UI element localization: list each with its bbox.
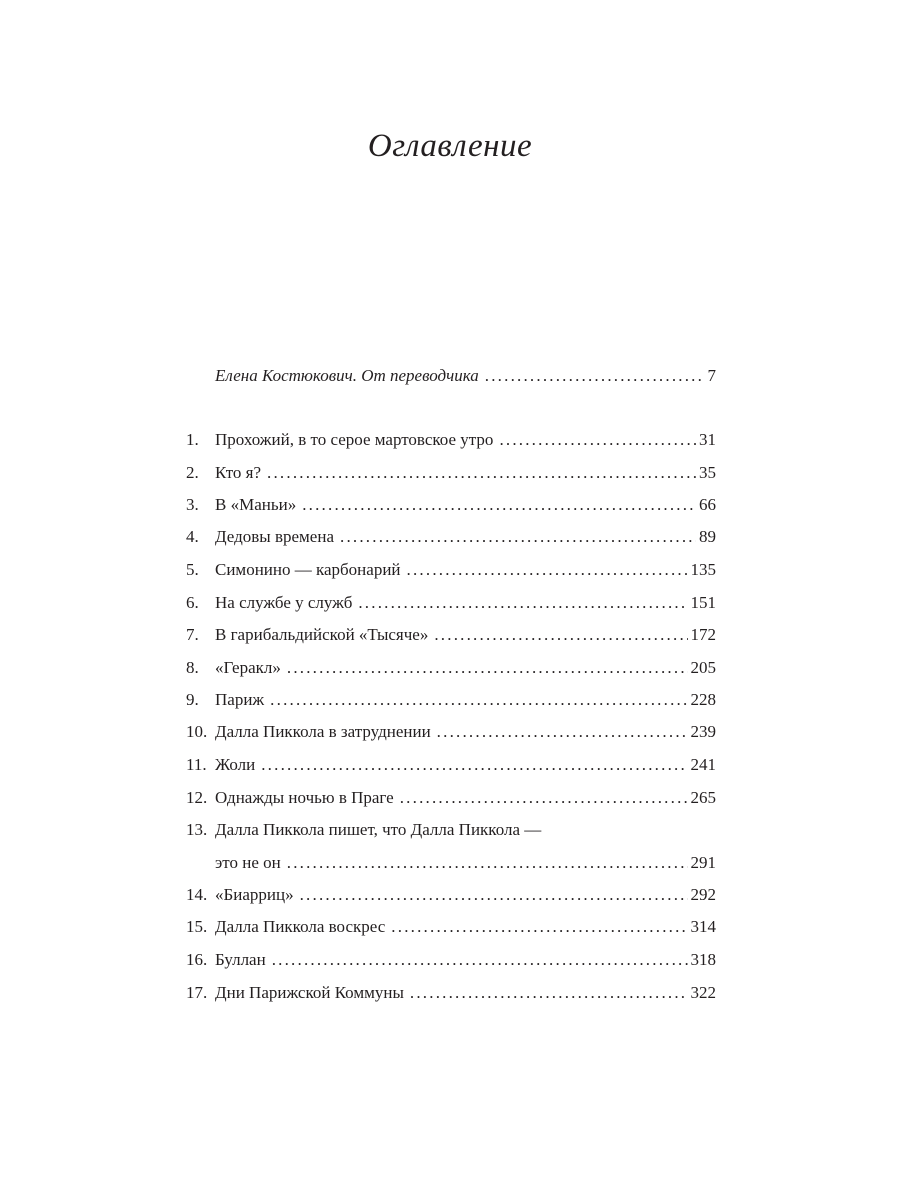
toc-title: Жоли bbox=[215, 755, 256, 774]
toc-entry[interactable] bbox=[186, 914, 716, 940]
toc-title: Однажды ночью в Праге bbox=[215, 788, 394, 807]
toc-page-number: 89 bbox=[699, 527, 716, 546]
toc-page-number: 151 bbox=[690, 593, 716, 612]
toc-number: 16. bbox=[186, 950, 208, 969]
toc-number: 12. bbox=[186, 788, 208, 807]
toc-leader-dots bbox=[261, 752, 687, 778]
toc-number: 13. bbox=[186, 820, 208, 839]
toc-entry[interactable] bbox=[186, 524, 716, 550]
toc-entry[interactable] bbox=[186, 752, 716, 778]
toc-title-continuation: это не он bbox=[215, 853, 281, 872]
toc-page-number: 66 bbox=[699, 495, 716, 514]
toc-leader-dots bbox=[410, 980, 688, 1006]
toc-leader-dots bbox=[340, 524, 696, 550]
toc-page-number: 35 bbox=[699, 463, 716, 482]
toc-entry[interactable] bbox=[186, 622, 716, 648]
toc-entry[interactable] bbox=[186, 655, 716, 681]
toc-number: 10. bbox=[186, 722, 208, 741]
toc-number: 9. bbox=[186, 690, 199, 709]
toc-page-number: 228 bbox=[690, 690, 716, 709]
toc-leader-dots bbox=[485, 363, 705, 389]
toc-entry[interactable] bbox=[186, 590, 716, 616]
toc-page-number: 7 bbox=[707, 366, 716, 385]
toc-leader-dots bbox=[358, 590, 687, 616]
toc-number: 15. bbox=[186, 917, 208, 936]
toc-page-number: 172 bbox=[690, 625, 716, 644]
toc-entry-intro[interactable] bbox=[186, 363, 716, 389]
toc-leader-dots bbox=[270, 687, 687, 713]
toc-title: «Геракл» bbox=[215, 658, 281, 677]
toc-number: 1. bbox=[186, 430, 199, 449]
toc-title: В «Маньи» bbox=[215, 495, 297, 514]
toc-page-number: 318 bbox=[690, 950, 716, 969]
toc-leader-dots bbox=[287, 850, 688, 876]
toc-title: «Биарриц» bbox=[215, 885, 294, 904]
toc-entry[interactable] bbox=[186, 719, 716, 745]
toc-page-number: 31 bbox=[699, 430, 716, 449]
toc-leader-dots bbox=[437, 719, 688, 745]
toc-leader-dots bbox=[434, 622, 687, 648]
toc-leader-dots bbox=[499, 427, 696, 453]
toc-page-number: 205 bbox=[690, 658, 716, 677]
toc-number: 8. bbox=[186, 658, 199, 677]
toc-leader-dots bbox=[400, 785, 688, 811]
toc-title: Прохожий, в то серое мартовское утро bbox=[215, 430, 494, 449]
toc-entry[interactable] bbox=[186, 882, 716, 908]
toc-entry[interactable] bbox=[186, 427, 716, 453]
toc-title: На службе у служб bbox=[215, 593, 353, 612]
toc-number: 4. bbox=[186, 527, 199, 546]
toc-page-number: 314 bbox=[690, 917, 716, 936]
toc-title: Париж bbox=[215, 690, 265, 709]
toc-number: 11. bbox=[186, 755, 207, 774]
toc-page-number: 265 bbox=[690, 788, 716, 807]
toc-title: Далла Пиккола пишет, что Далла Пиккола — bbox=[215, 820, 542, 839]
toc-entry[interactable] bbox=[186, 557, 716, 583]
toc-leader-dots bbox=[407, 557, 688, 583]
toc-entry[interactable] bbox=[186, 492, 716, 518]
toc-entry-continuation[interactable] bbox=[186, 850, 716, 876]
toc-page-number: 241 bbox=[690, 755, 716, 774]
toc-page-number: 135 bbox=[690, 560, 716, 579]
toc-entry[interactable] bbox=[186, 687, 716, 713]
toc-number: 14. bbox=[186, 885, 208, 904]
toc-entry[interactable] bbox=[186, 980, 716, 1006]
toc-title: В гарибальдийской «Тысяче» bbox=[215, 625, 429, 644]
toc-number: 3. bbox=[186, 495, 199, 514]
toc-page-number: 322 bbox=[690, 983, 716, 1002]
toc-leader-dots bbox=[272, 947, 688, 973]
toc-leader-dots bbox=[391, 914, 687, 940]
toc-entry[interactable] bbox=[186, 947, 716, 973]
toc-title: Дедовы времена bbox=[215, 527, 334, 546]
page-title: Оглавление bbox=[367, 128, 533, 164]
toc-title: Симонино — карбонарий bbox=[215, 560, 401, 579]
toc-leader-dots bbox=[302, 492, 696, 518]
toc-number: 7. bbox=[186, 625, 199, 644]
toc-title: Дни Парижской Коммуны bbox=[215, 983, 404, 1002]
toc-entry[interactable] bbox=[186, 460, 716, 486]
toc-entry[interactable] bbox=[186, 817, 716, 843]
toc-number: 5. bbox=[186, 560, 199, 579]
toc-leader-dots bbox=[267, 460, 696, 486]
toc-page-number: 239 bbox=[690, 722, 716, 741]
toc-number: 2. bbox=[186, 463, 199, 482]
toc-page-number: 292 bbox=[690, 885, 716, 904]
toc-leader-dots bbox=[300, 882, 688, 908]
toc-title: Кто я? bbox=[215, 463, 262, 482]
toc-leader-dots bbox=[287, 655, 688, 681]
toc-title: Елена Костюкович. От переводчика bbox=[215, 366, 479, 385]
toc-number: 17. bbox=[186, 983, 208, 1002]
toc-title: Далла Пиккола воскрес bbox=[215, 917, 386, 936]
toc-number: 6. bbox=[186, 593, 199, 612]
toc-title: Далла Пиккола в затруднении bbox=[215, 722, 431, 741]
toc-title: Буллан bbox=[215, 950, 266, 969]
toc-page-number: 291 bbox=[690, 853, 716, 872]
toc-entry[interactable] bbox=[186, 785, 716, 811]
